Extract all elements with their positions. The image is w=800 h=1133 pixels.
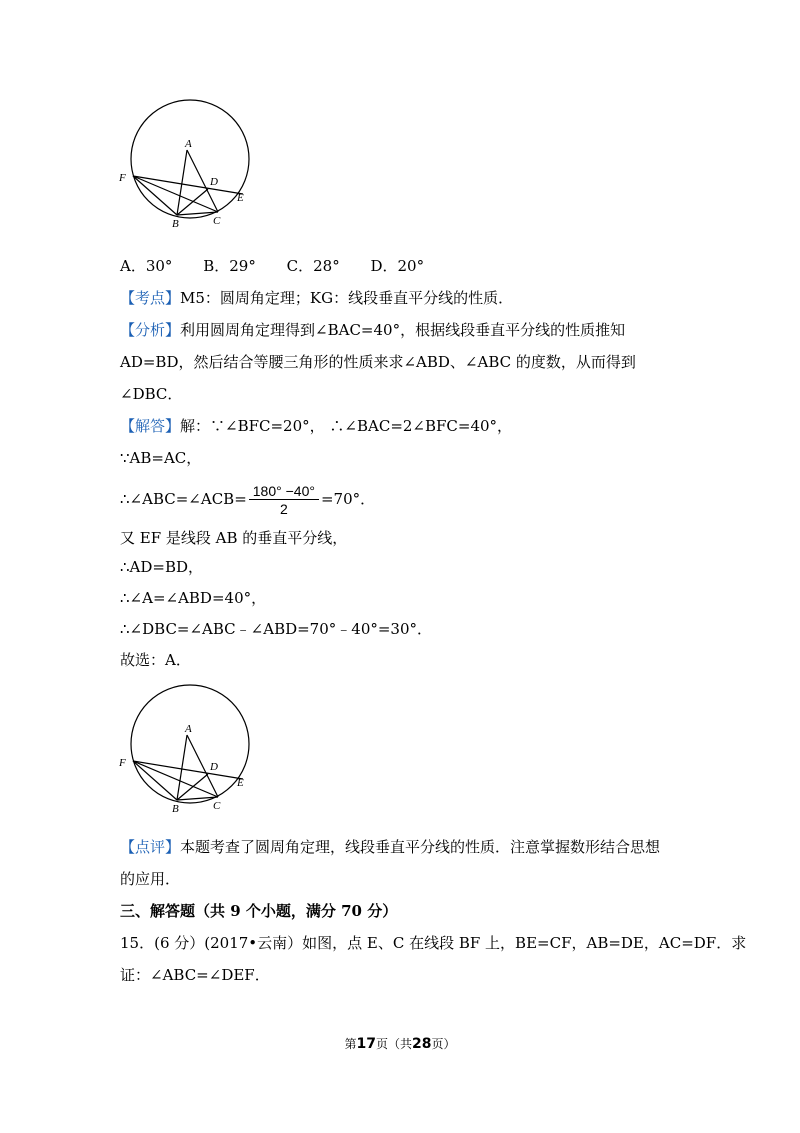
current-page-number: 17	[356, 1036, 376, 1052]
option-d: D．20°	[370, 257, 425, 275]
jieda-line-1: 【解答】解：∵∠BFC=20°， ∴∠BAC=2∠BFC=40°，	[120, 417, 513, 435]
dianping-line-2: 的应用．	[120, 870, 181, 888]
label-F: F	[119, 172, 126, 184]
page-footer: 第17页（共28页）	[344, 1036, 456, 1052]
segment-AB	[177, 735, 187, 800]
label-D: D	[210, 176, 218, 188]
label-E: E	[237, 777, 244, 789]
question-15-line-1: 15．(6 分）(2017•云南）如图，点 E、C 在线段 BF 上，BE=CF，AB=DE，AC=DF．求	[120, 934, 747, 952]
label-C: C	[213, 215, 221, 227]
jieda-line-4: 又 EF 是线段 AB 的垂直平分线，	[120, 529, 348, 547]
option-b: B．29°	[203, 257, 256, 275]
fraction: $\frac{180^\circ -40^\circ}{2}$	[249, 483, 319, 517]
fenxi-line-3: ∠DBC．	[120, 385, 183, 403]
answer-options	[120, 256, 450, 276]
jieda-line-8: 故选：A．	[120, 651, 191, 669]
segment-BD	[177, 189, 208, 215]
jieda-line-7: ∴∠DBC=∠ABC﹣∠ABD=70°﹣40°=30°．	[120, 620, 433, 638]
jieda-line-6: ∴∠A=∠ABD=40°，	[120, 589, 267, 607]
question-15-line-2: 证：∠ABC=∠DEF．	[120, 966, 270, 984]
kaodian-tag: 【考点】	[120, 289, 181, 307]
total-pages: 28	[412, 1036, 432, 1052]
fenxi-line-2: AD=BD，然后结合等腰三角形的性质来求∠ABD、∠ABC 的度数，从而得到	[120, 353, 636, 371]
label-B: B	[172, 218, 179, 230]
jieda-line-3: ∴∠ABC=∠ACB= $\frac{180^\circ -40^\circ}{2}$ =70°．	[120, 483, 376, 517]
option-a: A．30°	[120, 257, 173, 275]
label-A: A	[185, 138, 192, 150]
geometry-figure-top	[115, 95, 265, 235]
jieda-line-5: ∴AD=BD，	[120, 558, 204, 576]
label-D: D	[210, 761, 218, 773]
jieda-line-2: ∵AB=AC，	[120, 449, 202, 467]
segment-FC	[133, 761, 218, 797]
segment-BD	[177, 774, 208, 800]
fenxi-line-1: 【分析】利用圆周角定理得到∠BAC=40°，根据线段垂直平分线的性质推知	[120, 321, 626, 339]
fenxi-tag: 【分析】	[120, 321, 181, 339]
kaodian-line	[120, 288, 513, 308]
jieda-tag: 【解答】	[120, 417, 181, 435]
geometry-figure-bottom	[115, 680, 265, 820]
label-A: A	[185, 723, 192, 735]
dianping-tag: 【点评】	[120, 838, 181, 856]
kaodian-text: M5：圆周角定理；KG：线段垂直平分线的性质．	[180, 289, 514, 307]
dianping-line-1: 【点评】本题考查了圆周角定理，线段垂直平分线的性质．注意掌握数形结合思想	[120, 838, 661, 856]
label-B: B	[172, 803, 179, 815]
segment-AB	[177, 150, 187, 215]
segment-FC	[133, 176, 218, 212]
section-title: 三、解答题（共 9 个小题，满分 70 分）	[120, 902, 398, 920]
label-E: E	[237, 192, 244, 204]
label-F: F	[119, 757, 126, 769]
option-c: C．28°	[286, 257, 340, 275]
label-C: C	[213, 800, 221, 812]
